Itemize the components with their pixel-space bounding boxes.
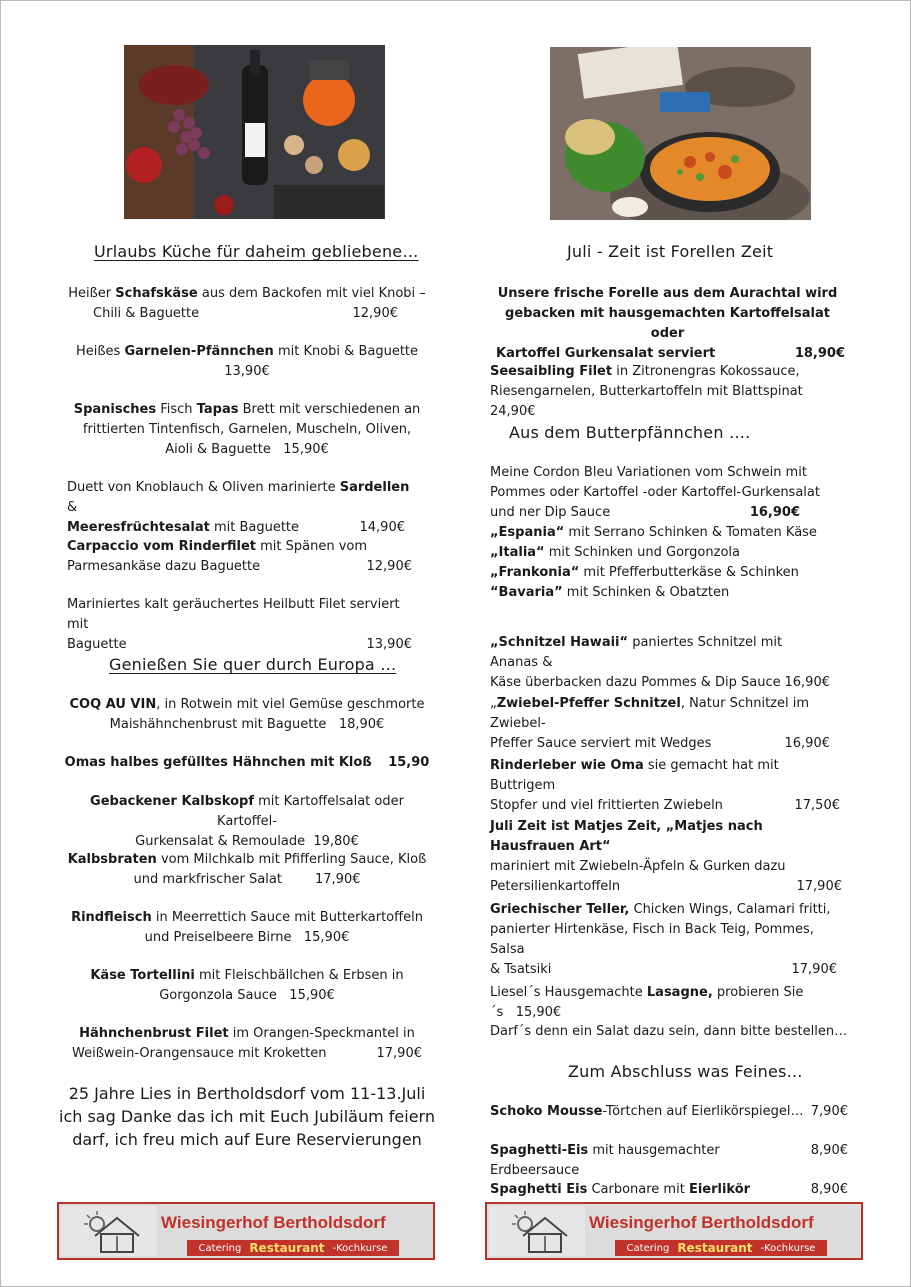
- menu-item-haehnchenbrust: Hähnchenbrust Filet im Orangen-Speckmantel in Weißwein-Orangensauce mit Kroketten 17,90€: [72, 1026, 422, 1061]
- menu-item-forelle: Unsere frische Forelle aus dem Aurachtal wird gebacken mit hausgemachten Kartoffelsalat oder Kartoffel Gurkensalat serviert 18,90€: [496, 286, 845, 361]
- logo-tagline: Catering Restaurant -Kochkurse: [187, 1240, 399, 1256]
- menu-item-schafskaese: Heißer Schafskäse aus dem Backofen mit viel Knobi – Chili & Baguette 12,90€: [68, 286, 426, 321]
- dessert-spaghetti-eis: Spaghetti-Eis mit hausgemachter Erdbeersauce 8,90€: [490, 1143, 848, 1178]
- salad-note: Darf´s denn ein Salat dazu sein, dann bitte bestellen…: [490, 1024, 848, 1039]
- logo-tagline: Catering Restaurant -Kochkurse: [615, 1240, 827, 1256]
- restaurant-logo-left: Wiesingerhof Bertholdsdorf Catering Restaurant -Kochkurse: [57, 1202, 435, 1260]
- section-title-butterpfaennchen: Aus dem Butterpfännchen ….: [509, 423, 751, 442]
- menu-item-carpaccio: Carpaccio vom Rinderfilet mit Spänen vom Parmesankäse dazu Baguette 12,90€: [67, 539, 412, 574]
- menu-item-haehnchen: Omas halbes gefülltes Hähnchen mit Kloß 15,90: [64, 755, 430, 770]
- section-title-forelle: Juli - Zeit ist Forellen Zeit: [567, 242, 774, 261]
- variant-italia: „Italia“ mit Schinken und Gorgonzola: [490, 545, 740, 560]
- house-sun-icon: [489, 1206, 585, 1256]
- section-title-europa: Genießen Sie quer durch Europa …: [109, 655, 397, 674]
- section-title-abschluss: Zum Abschluss was Feines…: [568, 1062, 803, 1081]
- section-title-urlaubskueche: Urlaubs Küche für daheim gebliebene…: [94, 242, 419, 261]
- menu-item-griechischer-teller: Griechischer Teller, Chicken Wings, Calamari fritti, panierter Hirtenkäse, Fisch in Back Teig, Pommes, Salsa & Tsatsiki 17,90€: [490, 902, 837, 977]
- menu-item-coq-au-vin: COQ AU VIN, in Rotwein mit viel Gemüse geschmorte Maishähnchenbrust mit Baguette 18,90€: [69, 697, 425, 732]
- menu-item-sardellen: Duett von Knoblauch & Oliven marinierte Sardellen & Meeresfrüchtesalat mit Baguette 14,90€: [67, 480, 410, 535]
- menu-item-kalbsbraten: Kalbsbraten vom Milchkalb mit Pfifferling Sauce, Kloß und markfrischer Salat 17,90€: [67, 852, 427, 887]
- menu-item-matjes: Juli Zeit ist Matjes Zeit, „Matjes nach Hausfrauen Art“ mariniert mit Zwiebeln-Äpfeln & Gurken dazu Petersilienkartoffeln 17,90€: [490, 819, 842, 894]
- variant-espania: „Espania“ mit Serrano Schinken & Tomaten Käse: [490, 525, 817, 540]
- menu-item-garnelen: Heißes Garnelen-Pfännchen mit Knobi & Baguette 13,90€: [75, 344, 419, 379]
- restaurant-logo-right: Wiesingerhof Bertholdsdorf Catering Restaurant -Kochkurse: [485, 1202, 863, 1260]
- menu-item-tapas: Spanisches Fisch Tapas Brett mit verschiedenen an frittierten Tintenfisch, Garnelen, Muscheln, Oliven, Aioli & Baguette 15,90€: [73, 402, 421, 457]
- anniversary-note: 25 Jahre Lies in Bertholdsdorf vom 11-13.Juli ich sag Danke das ich mit Euch Jubiläum feiern darf, ich freu mich auf Eure Reservierungen: [59, 1084, 435, 1149]
- house-sun-icon: [61, 1206, 157, 1256]
- variant-frankonia: „Frankonia“ mit Pfefferbutterkäse & Schinken: [490, 565, 799, 580]
- menu-item-schnitzel-hawaii: „Schnitzel Hawaii“ paniertes Schnitzel mit Ananas & Käse überbacken dazu Pommes & Dip Sauce 16,90€: [490, 635, 830, 690]
- food-photo-left: [124, 45, 385, 219]
- dessert-schoko-mousse: Schoko Mousse-Törtchen auf Eierlikörspiegel… 7,90€: [490, 1104, 848, 1119]
- food-photo-right: [550, 47, 811, 220]
- menu-item-rinderleber: Rinderleber wie Oma sie gemacht hat mit Buttrigem Stopfer und viel frittierten Zwiebeln 17,50€: [490, 758, 840, 813]
- menu-item-cordon-bleu: Meine Cordon Bleu Variationen vom Schwein mit Pommes oder Kartoffel -oder Kartoffel-Gurkensalat und ner Dip Sauce 16,90€ „Espania“ mit Serrano Schinken & Tomaten Käse „Italia“ mit Schinken und Gorgonzola „Frankonia“ mit Pfefferbutterkäse & Schinken “Bavaria” mit Schinken & Obatzten: [490, 463, 835, 603]
- menu-item-seesaibling: Seesaibling Filet in Zitronengras Kokossauce, Riesengarnelen, Butterkartoffeln mit Blattspinat 24,90€: [490, 364, 803, 419]
- menu-item-lasagne: Liesel´s Hausgemachte Lasagne, probieren Sie´s 15,90€: [490, 985, 804, 1020]
- menu-item-kalbskopf: Gebackener Kalbskopf mit Kartoffelsalat oder Kartoffel- Gurkensalat & Remoulade 19,80€: [90, 794, 404, 849]
- menu-item-rindfleisch: Rindfleisch in Meerrettich Sauce mit Butterkartoffeln und Preiselbeere Birne 15,90€: [71, 910, 423, 945]
- variant-bavaria: “Bavaria” mit Schinken & Obatzten: [490, 585, 730, 600]
- menu-item-zwiebel-schnitzel: „Zwiebel-Pfeffer Schnitzel, Natur Schnitzel im Zwiebel- Pfeffer Sauce serviert mit Wedges 16,90€: [490, 696, 830, 751]
- menu-item-tortellini: Käse Tortellini mit Fleischbällchen & Erbsen in Gorgonzola Sauce 15,90€: [90, 968, 404, 1003]
- dessert-spaghetti-eis-carbonare: Spaghetti Eis Carbonare mit Eierlikör 8,90€: [490, 1182, 848, 1197]
- menu-item-heilbutt: Mariniertes kalt geräuchertes Heilbutt Filet serviert mit Baguette 13,90€: [67, 597, 412, 652]
